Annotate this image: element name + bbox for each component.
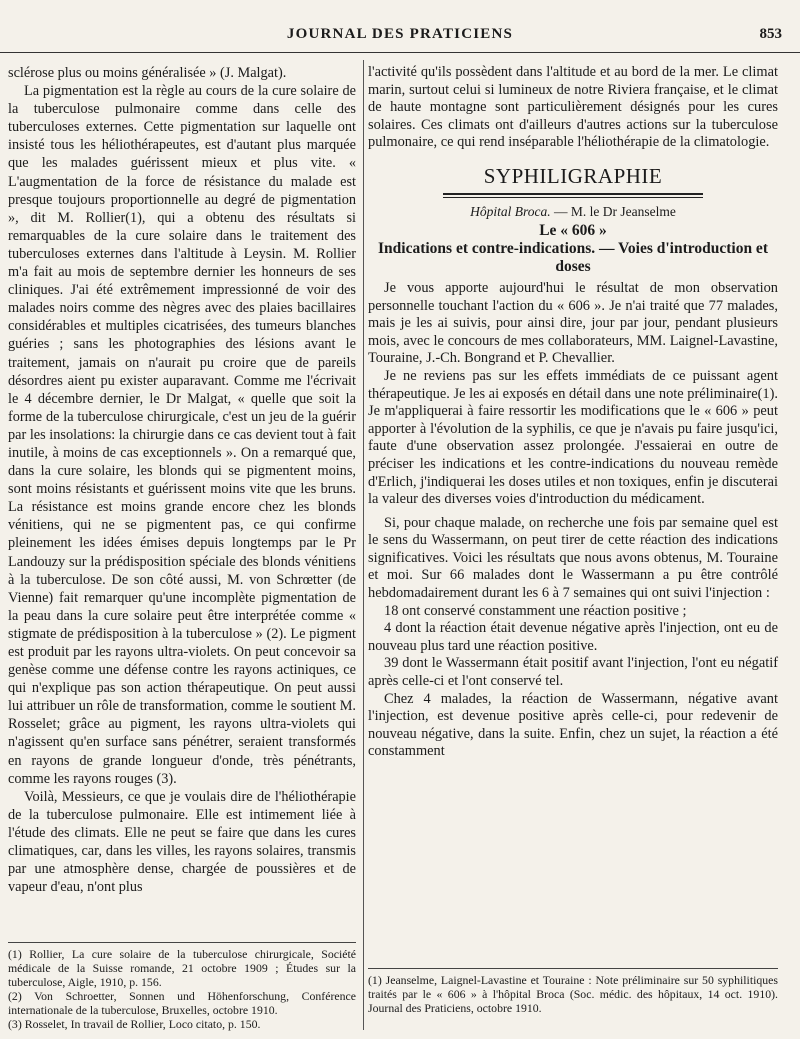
right-column [368,64,778,761]
right-paragraph-4: 18 ont conservé constamment une réaction positive ; [384,602,687,619]
footnote-rule [368,968,778,969]
footnote-rule [8,942,356,943]
right-intro-paragraph: l'activité qu'ils possèdent dans l'altitude et au bord de la mer. Le climat marin, surtout celui si lumineux de notre Riviera française, et le climat de haute montagne sont particulièrement désignés pour les cures solaires. Ces climats ont d'ailleurs d'autres actions sur la tuberculose pulmonaire, ce qui rend inséparable l'héliothérapie de la climatologie. [368,64,778,151]
right-paragraph-5: 4 dont la réaction était devenue négative après l'injection, ont eu de nouveau plus tard une réaction positive. [368,620,778,654]
right-paragraph-1: Je vous apporte aujourd'hui le résultat de mon observation personnelle touchant l'action du « 606 ». Je n'ai traité que 77 malades, mais je les ai suivis, pour ainsi dire, jour par jour, pendant plusieurs mois, avec le concours de mes collaborateurs, MM. Laignel-Lavastine, Touraine, J.-Ch. Bongrand et P. Chevallier. [368,279,778,367]
section-title: SYPHILIGRAPHIE [483,163,663,188]
article-title: Le « 606 » [539,221,607,239]
left-paragraph-2: La pigmentation est la règle au cours de la cure solaire de la tuberculose pulmonaire comme dans celle des tuberculoses externes. Cette pigmentation sur laquelle ont insisté tous les héliothérapeutes, est d'autant plus marquée que les malades guérissent mieux et plus vite. « L'augmentation de la force de résistance du malade est presque toujours proportionnelle au degré de pigmentation », dit M. Rollier(1), qui a obtenu des résultats si remarquables de la cure solaire dans le traitement des tuberculoses externes dans l'altitude à Leysin. M. Rollier m'a fait au mois de septembre dernier les honneurs de ses cliniques. J'ai été extrêmement impressionné de voir des malades noirs comme des nègres avec des plaies bacillaires considérables et multiples cicatrisées, des tumeurs blanches guéries ; sans les photographies des lésions avant le traitement, jamais on n'aurait pu croire que de pareils désordres aient pu exister auparavant. Comme me l'écrivait le 4 décembre dernier, le Dr Malgat, « quelle que soit la forme de la tuberculose chirurgicale, c'est un jeu de la guérir par les insolations: la chirurgie dans ce cas devient tout à fait inutile, à moins de cas exceptionnels ». On a remarqué que, dans la cure solaire, les blonds qui se pigmentent moins, sont moins résistants et guérissent moins vite que les bruns. La résistance est moins grande encore chez les blonds vénitiens, qui ne se pigmentent pas, ce qui confirme pleinement les idées émises depuis longtemps par le Pr Landouzy sur la prédisposition spéciale des blonds vénitiens à la tuberculose. De son côté aussi, M. von Schrœtter (de Vienne) fait remarquer qu'une incomplète pigmentation de la peau dans la cure solaire peut être interprétée comme « stigmate de prédisposition à la tuberculose » (2). Le pigment est produit par les rayons ultra-violets. On peut concevoir sa genèse comme une défense contre les rayons actiniques, ce qui n'explique pas son action thérapeutique. On peut aussi lui attribuer un rôle de transformation, comme le soutient M. Rosselet; grâce au pigment, les rayons ultra-violets qui n'agissent qu'en surface sans pénétrer, seraient transformés en rayons de grande longueur d'onde, très pénétrants, comme les rayons rouges (3). [8,83,356,787]
right-paragraph-7: Chez 4 malades, la réaction de Wassermann, négative avant l'injection, est devenue positive après celle-ci, pour redevenir de nouveau négative, dans la suite. Enfin, chez un sujet, la réaction a été constamment [368,690,778,760]
hospital-name: Hôpital Broca. [470,203,551,219]
page-number: 853 [759,26,782,42]
footnote-right-1: (1) Jeanselme, Laignel-Lavastine et Touraine : Note préliminaire sur 50 syphilitiques traités par le « 606 » à l'hôpital Broca (Soc. médic. des hôpitaux, 14 oct. 1910). Journal des Praticiens, octobre 1910. [368,973,778,1015]
left-paragraph-1: sclérose plus ou moins généralisée » (J. Malgat). [8,65,287,81]
page-header [0,12,800,52]
hospital-author: — M. le Dr Jeanselme [550,203,676,219]
column-divider [363,60,364,1030]
footnote-3: (3) Rosselet, In travail de Rollier, Loco citato, p. 150. [8,1017,261,1031]
left-footnotes [8,942,356,1031]
right-paragraph-6: 39 dont le Wassermann était positif avant l'injection, l'ont eu négatif après celle-ci et l'ont conservé tel. [368,655,778,690]
footnote-1: (1) Rollier, La cure solaire de la tuberculose chirurgicale, Société médicale de la Suisse romande, 21 octobre 1909 ; Études sur la tuberculose, Aigle, 1910, p. 156. [8,947,356,989]
section-double-rule [443,193,703,198]
hospital-line [368,204,778,220]
right-footnotes [368,968,778,1015]
header-rule [0,52,800,53]
left-paragraph-3: Voilà, Messieurs, ce que je voulais dire de l'héliothérapie de la tuberculose pulmonaire. Elle est intimement liée à l'étude des climats. Elle ne peut se faire que dans les cures climatiques, car, dans les villes, les rayons solaires, transmis par une atmosphère dense, chargée de poussières et de vapeur d'eau, n'ont plus [8,788,356,896]
journal-title: JOURNAL DES PRATICIENS [286,26,514,42]
article-subtitle: Indications et contre-indications. — Voies d'introduction et doses [378,239,768,275]
left-column [8,64,356,896]
right-paragraph-2: Je ne reviens pas sur les effets immédiats de ce puissant agent thérapeutique. Je les ai exposés en détail dans une note préliminaire(1). Je m'appliquerai à faire ressortir les modifications que le « 606 » peut apporter à l'évolution de la syphilis, ce que je n'avais pu faire jusqu'ici, faute d'une observation assez prolongée. J'essaierai en outre de préciser les indications et les contre-indications du nouveau remède d'Erlich, j'indiquerai les doses utiles et non toxiques, enfin je discuterai la valeur des diverses voies d'introduction du médicament. [368,367,778,508]
right-paragraph-3: Si, pour chaque malade, on recherche une fois par semaine quel est le sens du Wassermann, on peut tirer de cette réaction des indications significatives. Voici les résultats que nous avons obtenus, M. Touraine et moi. Sur 66 malades dont le Wassermann a pu être contrôlé hebdomadairement durant les 6 à 7 semaines qui ont suivi l'injection : [368,514,778,602]
footnote-2: (2) Von Schroetter, Sonnen und Höhenforschung, Conférence internationale de la tuberculose, Bruxelles, octobre 1910. [8,989,356,1017]
